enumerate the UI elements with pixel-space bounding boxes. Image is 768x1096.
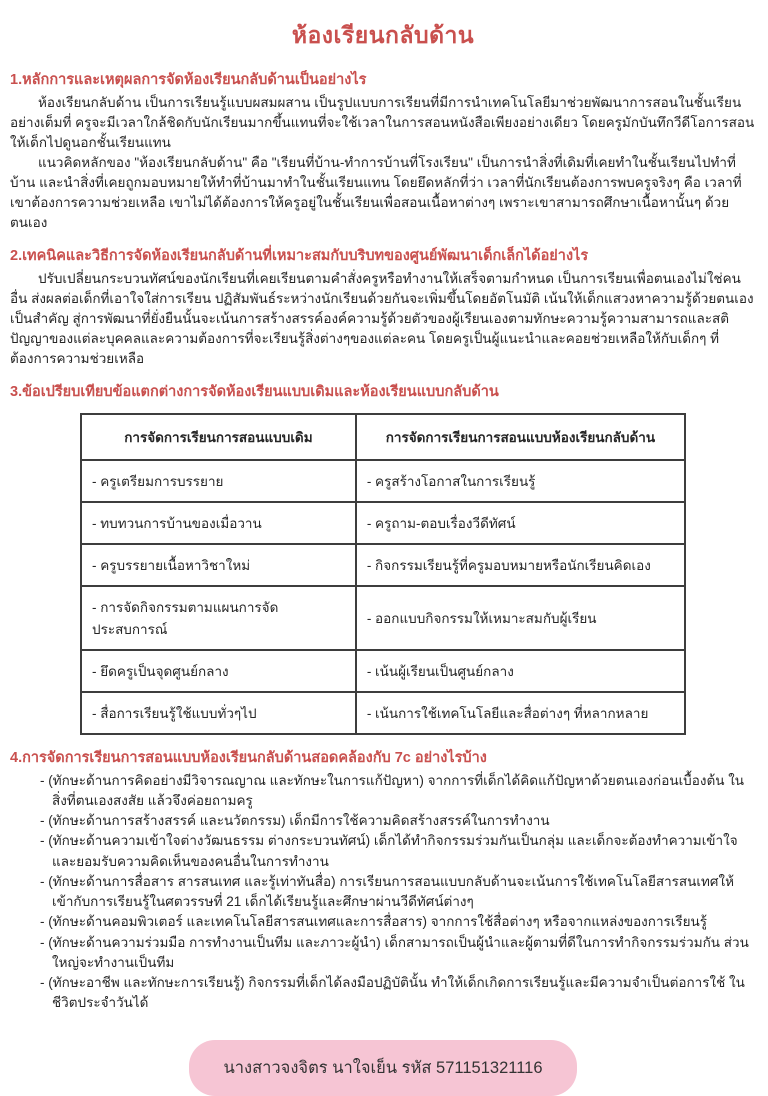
7c-bullet-item: - (ทักษะอาชีพ และทักษะการเรียนรู้) กิจกรรมที่เด็กได้ลงมือปฏิบัตินั้น ทำให้เด็กเกิดการเรียนรู้และมีความจำเป็นต่อการใช้ ในชีวิตประจำวันได้ (40, 975, 745, 1011)
table-row (81, 544, 685, 586)
7c-bullet-item: - (ทักษะด้านความเข้าใจต่างวัฒนธรรม ต่างกระบวนทัศน์) เด็กได้ทำกิจกรรมร่วมกันเป็นกลุ่ม และเด็กจะต้องทำความเข้าใจ และยอมรับความคิดเห็นของคนอื่นในการทำงาน (40, 833, 738, 869)
table-row (81, 586, 685, 650)
7c-bullet-item: - (ทักษะด้านการสร้างสรรค์ และนวัตกรรม) เด็กมีการใช้ความคิดสร้างสรรค์ในการทำงาน (40, 813, 550, 829)
table-cell: - ครูเตรียมการบรรยาย (81, 460, 356, 502)
author-badge: นางสาวจงจิตร นาใจเย็น รหัส 571151321116 (189, 1040, 576, 1096)
7c-bullet-item: - (ทักษะด้านคอมพิวเตอร์ และเทคโนโลยีสารสนเทศและการสื่อสาร) จากการใช้สื่อต่างๆ หรือจากแหล่งของการเรียนรู้ (40, 914, 708, 930)
table-row (81, 692, 685, 734)
7c-bullet-item: - (ทักษะด้านการคิดอย่างมีวิจารณญาณ และทักษะในการแก้ปัญหา) จากการที่เด็กได้คิดแก้ปัญหาด้วยตนเองก่อนเบื้องต้น ในสิ่งที่ตนเองสงสัย แล้วจึงค่อยถามครู (40, 772, 745, 808)
table-cell: - สื่อการเรียนรู้ใช้แบบทั่วๆไป (81, 692, 356, 734)
table-header-traditional: การจัดการเรียนการสอนแบบเดิม (81, 414, 356, 460)
table-cell: - ออกแบบกิจกรรมให้เหมาะสมกับผู้เรียน (356, 586, 685, 650)
section-3 (10, 380, 756, 735)
section-3-heading: 3.ข้อเปรียบเทียบข้อแตกต่างการจัดห้องเรียนแบบเดิมและห้องเรียนแบบกลับด้าน (10, 383, 499, 400)
section-4 (10, 746, 756, 1014)
7c-bullet-item: - (ทักษะด้านความร่วมมือ การทำงานเป็นทีม และภาวะผู้นำ) เด็กสามารถเป็นผู้นำและผู้ตามที่ดีในการทำกิจกรรมร่วมกัน ส่วนใหญ่จะทำงานเป็นทีม (40, 934, 749, 970)
section-1-paragraph: แนวคิดหลักของ "ห้องเรียนกลับด้าน" คือ "เรียนที่บ้าน-ทำการบ้านที่โรงเรียน" เป็นการนำสิ่งที่เดิมที่เคยทำในชั้นเรียนไปทำที่บ้าน และนำสิ่งที่เคยถูกมอบหมายให้ทำที่บ้านมาทำในชั้นเรียนแทน โดยยึดหลักที่ว่า เวลาที่นักเรียนต้องการพบครูจริงๆ คือ เวลาที่เขาต้องการความช่วยเหลือ เขาไม่ได้ต้องการให้ครูอยู่ในชั้นเรียนเพื่อสอนเนื้อหาต่างๆ เพราะเขาสามารถศึกษาเนื้อหานั้นๆ ด้วยตนเอง (10, 154, 742, 230)
section-4-heading: 4.การจัดการเรียนการสอนแบบห้องเรียนกลับด้านสอดคล้องกับ 7c อย่างไรบ้าง (10, 749, 487, 766)
table-header-row (81, 414, 685, 460)
section-1 (10, 68, 756, 233)
table-cell: - ครูสร้างโอกาสในการเรียนรู้ (356, 460, 685, 502)
table-cell: - ยึดครูเป็นจุดศูนย์กลาง (81, 650, 356, 692)
table-cell: - เน้นการใช้เทคโนโลยีและสื่อต่างๆ ที่หลากหลาย (356, 692, 685, 734)
section-1-paragraph: ห้องเรียนกลับด้าน เป็นการเรียนรู้แบบผสมผสาน เป็นรูปแบบการเรียนที่มีการนำเทคโนโลยีมาช่วยพัฒนาการสอนในชั้นเรียนอย่างเต็มที่ ครูจะมีเวลาใกล้ชิดกับนักเรียนมากขึ้นแทนที่จะใช้เวลาในการสอนหนังสือเพียงอย่างเดียว โดยครูมักบันทึกวีดีโอการสอนให้เด็กไปดูนอกชั้นเรียนแทน (10, 95, 755, 150)
section-1-heading: 1.หลักการและเหตุผลการจัดห้องเรียนกลับด้านเป็นอย่างไร (10, 72, 367, 88)
table-cell: - ครูถาม-ตอบเรื่องวีดีทัศน์ (356, 502, 685, 544)
table-cell: - เน้นผู้เรียนเป็นศูนย์กลาง (356, 650, 685, 692)
7c-bullet-item: - (ทักษะด้านการสื่อสาร สารสนเทศ และรู้เท่าทันสื่อ) การเรียนการสอนแบบกลับด้านจะเน้นการใช้เทคโนโลยีสารสนเทศให้เข้ากับการเรียนรู้ในศตวรรษที่ 21 เด็กได้เรียนรู้และศึกษาผ่านวีดีทัศน์ต่างๆ (40, 873, 734, 910)
table-cell: - ครูบรรยายเนื้อหาวิชาใหม่ (81, 544, 356, 586)
table-cell: - การจัดกิจกรรมตามแผนการจัดประสบการณ์ (81, 586, 356, 650)
page-title: ห้องเรียนกลับด้าน (291, 22, 475, 48)
table-header-flipped: การจัดการเรียนการสอนแบบห้องเรียนกลับด้าน (356, 414, 685, 460)
section-2-heading: 2.เทคนิคและวิธีการจัดห้องเรียนกลับด้านที่เหมาะสมกับบริบทของศูนย์พัฒนาเด็กเล็กได้อย่างไร (10, 247, 589, 264)
table-row (81, 650, 685, 692)
section-2 (10, 244, 756, 369)
table-row (81, 460, 685, 502)
comparison-table (80, 413, 686, 735)
table-cell: - กิจกรรมเรียนรู้ที่ครูมอบหมายหรือนักเรียนคิดเอง (356, 544, 685, 586)
table-cell: - ทบทวนการบ้านของเมื่อวาน (81, 502, 356, 544)
section-2-paragraph: ปรับเปลี่ยนกระบวนทัศน์ของนักเรียนที่เคยเรียนตามคำสั่งครูหรือทำงานให้เสร็จตามกำหนด เป็นการเรียนเพื่อตนเองไม่ใช่คนอื่น ส่งผลต่อเด็กที่เอาใจใส่การเรียน ปฏิสัมพันธ์ระหว่างนักเรียนด้วยกันจะเพิ่มขึ้นโดยอัตโนมัติ เน้นให้เด็กแสวงหาความรู้ด้วยตนเองเป็นสำคัญ สู่การพัฒนาที่ยั่งยืนนั้นจะเน้นการสร้างสรรค์องค์ความรู้ด้วยตัวของผู้เรียนเองตามทักษะความรู้ความสามารถและสติปัญญาของแต่ละบุคคลและความต้องการที่จะเรียนรู้สิ่งต่างๆของแต่ละคน โดยครูเป็นผู้แนะนำและคอยช่วยเหลือให้กับเด็กๆ ที่ต้องการความช่วยเหลือ (10, 270, 754, 366)
table-row (81, 502, 685, 544)
7c-bullet-list (10, 771, 756, 1014)
